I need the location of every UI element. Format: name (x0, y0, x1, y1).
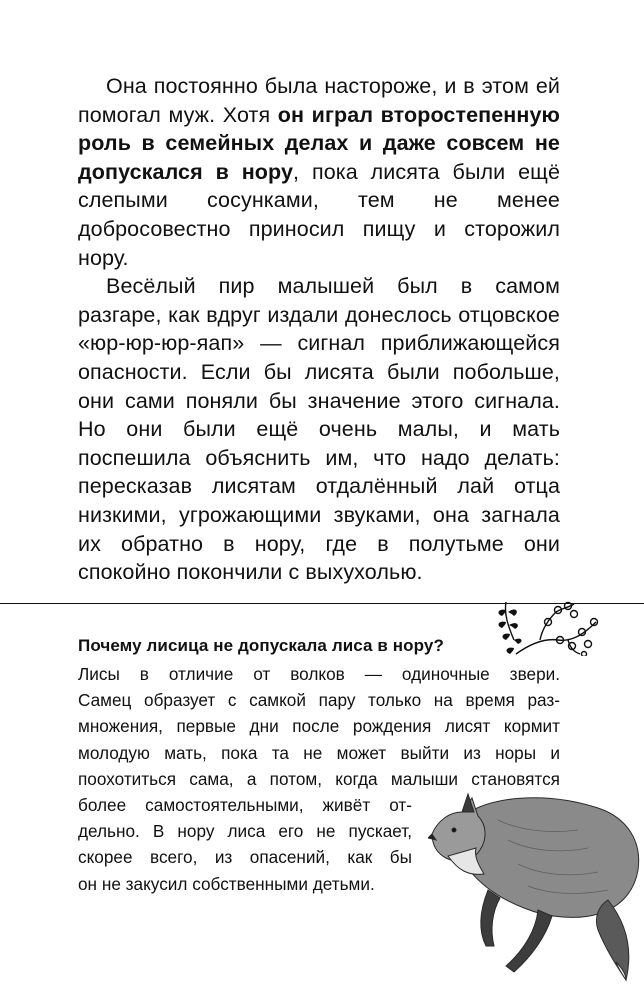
sidebar-line: более самостоятельными, живёт от- (78, 795, 412, 816)
story-text (78, 72, 560, 587)
sidebar-line: молодую мать, пока та не может выйти из норы и (78, 742, 560, 763)
bold-phrase: он играл второстепенную роль в семейных делах и даже совсем не допускался в нору (78, 102, 560, 184)
berry-sprig-icon (496, 600, 606, 656)
sidebar-line: поохотиться сама, а потом, когда малыши становятся (78, 768, 560, 789)
paragraph-2: Весёлый пир малышей был в самом разгаре, как вдруг издали донеслось отцовское «юр-юр-юр-яап» — сигнал приближающейся опасности. Если бы лисята были побольше, они сами поняли бы значение этого сигнала. Но они были ещё очень малы, и мать поспешила объяснить им, что надо делать: пересказав лисятам отдалённый лай отца низкими, угрожающими звуками, она загнала их обратно в нору, где в полутьме они спокойно покончили с выхухолью. (78, 274, 560, 585)
paragraph-1: Она постоянно была настороже, и в этом ей помогал муж. Хотя он играл второстепенную роль в семейных делах и даже совсем не допускался в нору, пока лисята были ещё слепыми сосунками, тем не менее добросовестно приносил пищу и сторожил нору. (78, 74, 560, 270)
sidebar-line: Лисы в отличие от волков — одиночные звери. (78, 664, 560, 684)
sidebar-line: он не закусил собственными детьми. (78, 873, 375, 894)
sidebar-title: Почему лисица не допускала лиса в нору? (78, 636, 444, 655)
fox-illustration (428, 790, 642, 986)
sidebar-line: Самец образует с самкой пару только на время раз- (78, 690, 560, 711)
sidebar-line: дельно. В нору лиса его не пускает, (78, 821, 412, 842)
sidebar-line: множения, первые дни после рождения лисят кормит (78, 716, 560, 737)
sidebar-line: скорее всего, из опасений, как бы (78, 847, 412, 868)
